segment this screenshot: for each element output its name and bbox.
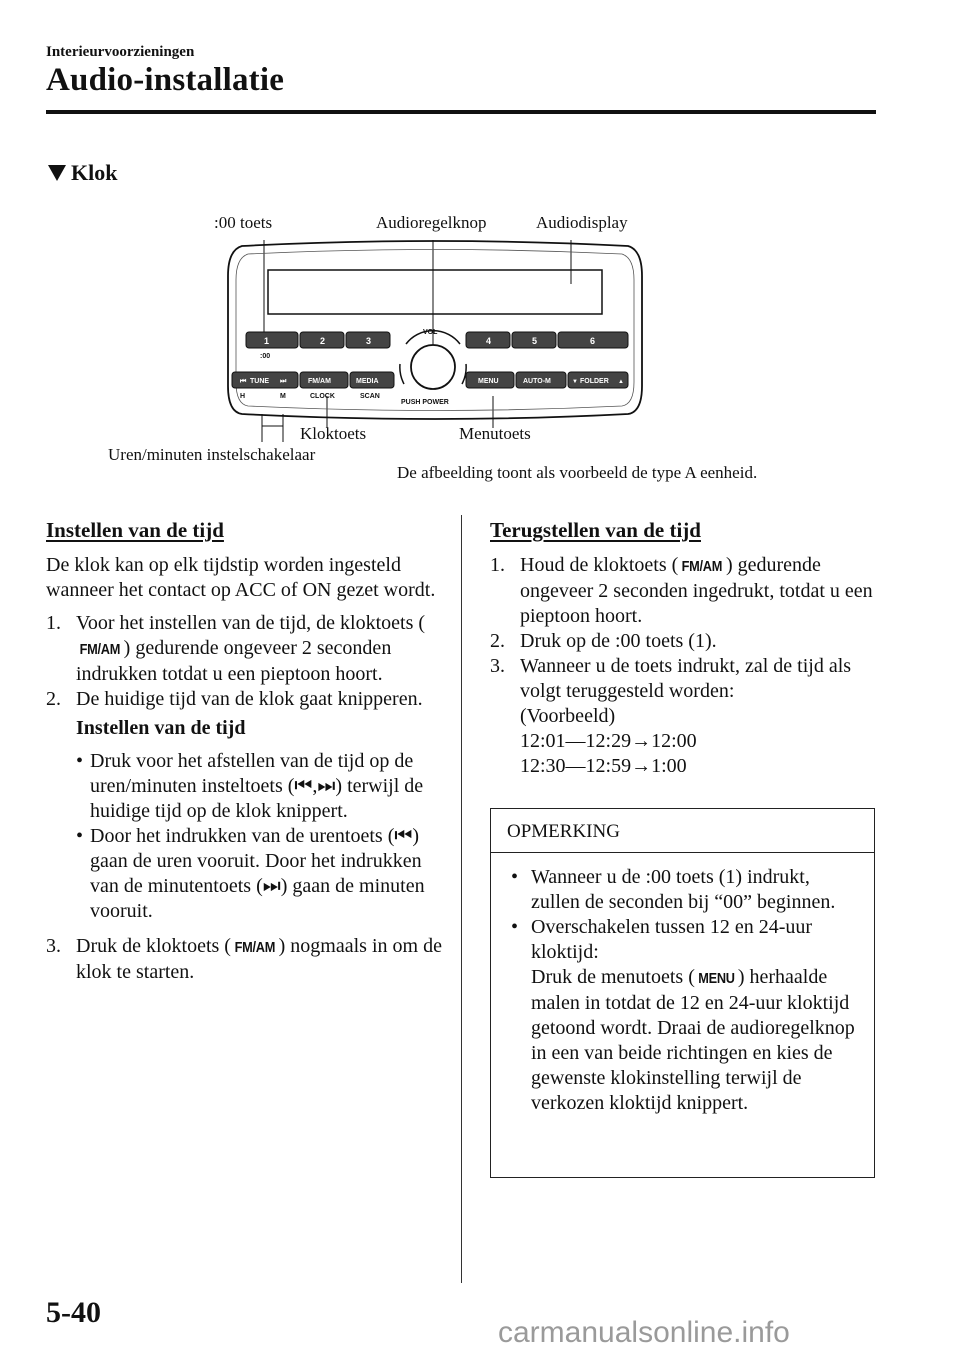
display-outline bbox=[268, 270, 602, 314]
preset-2-label: 2 bbox=[320, 336, 326, 346]
skip-forward-icon: ⏭ bbox=[317, 775, 336, 797]
note-heading: OPMERKING bbox=[491, 809, 874, 853]
chapter-label: Interieurvoorzieningen bbox=[46, 44, 195, 60]
skip-forward-icon: ⏭ bbox=[262, 875, 281, 897]
label-volume-knob: Audioregelknop bbox=[376, 213, 487, 232]
example-line-2: 12:30—12:59→1:00 bbox=[520, 755, 687, 777]
tune-label: TUNE bbox=[250, 378, 270, 385]
function-buttons-right bbox=[466, 372, 628, 388]
svg-text:⏮: ⏮ bbox=[240, 378, 247, 385]
media-label: MEDIA bbox=[356, 378, 379, 385]
right-step-3: 3. Wanneer u de toets indrukt, zal de tijd als volgt teruggesteld worden: bbox=[490, 655, 852, 702]
left-bullet-1: • Druk voor het afstellen van de tijd op de uren/minuten insteltoets (⏮,⏭) terwijl de huidige tijd op de klok knippert. bbox=[76, 750, 424, 822]
preset-sub-label: :00 bbox=[260, 353, 271, 360]
clock-label: CLOCK bbox=[310, 393, 335, 400]
function-buttons-left bbox=[232, 372, 394, 400]
right-step-1: 1. Houd de kloktoets ( FM/AM ) gedurende ongeveer 2 seconden ingedrukt, totdat u een pieptoon hoort. bbox=[490, 554, 873, 627]
audio-unit-illustration bbox=[210, 236, 660, 446]
example-label: (Voorbeeld) bbox=[520, 705, 616, 727]
fmam-label: FM/AM bbox=[308, 378, 331, 385]
fmam-key-icon: FM/AM bbox=[234, 939, 276, 956]
left-step-1: 1. Voor het instellen van de tijd, de kloktoets (FM/AM ) gedurende ongeveer 2 seconden indrukken totdat u een pieptoon hoort. bbox=[46, 612, 426, 685]
autom-label: AUTO-M bbox=[523, 378, 551, 385]
note-bullet-1: • Wanneer u de :00 toets (1) indrukt, zullen de seconden bij “00” beginnen. bbox=[511, 866, 836, 913]
figure-caption: De afbeelding toont als voorbeeld de type A eenheid. bbox=[397, 463, 758, 482]
column-divider bbox=[461, 515, 462, 1283]
preset-4-label: 4 bbox=[486, 336, 492, 346]
m-label: M bbox=[280, 393, 286, 400]
fmam-key-icon: FM/AM bbox=[79, 641, 121, 658]
preset-5-label: 5 bbox=[532, 336, 538, 346]
title-rule bbox=[46, 110, 876, 114]
folder-label: FOLDER bbox=[580, 378, 609, 385]
push-power-label: PUSH POWER bbox=[401, 399, 449, 406]
right-heading: Terugstellen van de tijd bbox=[490, 518, 701, 542]
preset-1-label: 1 bbox=[264, 336, 270, 346]
skip-back-icon: ⏮ bbox=[394, 825, 413, 847]
right-column bbox=[490, 518, 880, 779]
menu-label: MENU bbox=[478, 378, 499, 385]
note-bullet-2: • Overschakelen tussen 12 en 24-uur kloktijd: Druk de menutoets ( MENU ) herhaalde malen in totdat de 12 en 24-uur kloktijd getoond wordt. Draai de audioregelknop in een van beide richtingen en kies de gewenste klokinstelling terwijl de verkozen kloktijd knippert. bbox=[511, 916, 855, 1114]
left-column bbox=[46, 518, 446, 985]
left-step-2: 2. De huidige tijd van de klok gaat knipperen. bbox=[46, 688, 423, 710]
label-zero-button: :00 toets bbox=[214, 213, 273, 232]
left-bullet-2: • Door het indrukken van de urentoets (⏮) gaan de uren vooruit. Door het indrukken van de minutentoets (⏭) gaan de minuten vooruit. bbox=[76, 825, 425, 922]
menu-key-icon: MENU bbox=[698, 970, 735, 987]
skip-back-icon: ⏮ bbox=[294, 775, 313, 797]
note-box bbox=[490, 808, 875, 1178]
fmam-key-icon: FM/AM bbox=[681, 558, 723, 575]
left-step-3: 3. Druk de kloktoets ( FM/AM ) nogmaals in om de klok te starten. bbox=[46, 935, 442, 983]
left-sub-heading: Instellen van de tijd bbox=[76, 717, 246, 739]
svg-text:⏭: ⏭ bbox=[280, 378, 287, 385]
vol-label: VOL bbox=[423, 329, 438, 336]
label-menu-button: Menutoets bbox=[459, 424, 531, 443]
preset-3-label: 3 bbox=[366, 336, 372, 346]
triangle-down-icon bbox=[48, 165, 66, 181]
label-hour-minute-switch: Uren/minuten instelschakelaar bbox=[108, 445, 316, 464]
note-body bbox=[491, 853, 874, 1116]
page-title: Audio-installatie bbox=[46, 62, 285, 98]
right-step-2: 2. Druk op de :00 toets (1). bbox=[490, 630, 717, 652]
preset-buttons-right bbox=[466, 332, 628, 348]
preset-6-label: 6 bbox=[590, 336, 596, 346]
page-number: 5-40 bbox=[46, 1296, 101, 1329]
label-display: Audiodisplay bbox=[536, 213, 628, 232]
example-line-1: 12:01—12:29→12:00 bbox=[520, 730, 697, 752]
svg-text:▲: ▲ bbox=[618, 379, 624, 385]
preset-buttons-left bbox=[246, 332, 390, 360]
section-title-text: Klok bbox=[71, 160, 118, 185]
label-clock-button: Kloktoets bbox=[300, 424, 367, 443]
section-title bbox=[48, 160, 117, 186]
h-label: H bbox=[240, 393, 246, 400]
watermark: carmanualsonline.info bbox=[498, 1316, 790, 1349]
scan-label: SCAN bbox=[360, 393, 380, 400]
svg-text:▼: ▼ bbox=[572, 379, 578, 385]
left-heading: Instellen van de tijd bbox=[46, 518, 224, 542]
left-intro: De klok kan op elk tijdstip worden ingesteld wanneer het contact op ACC of ON gezet wordt. bbox=[46, 554, 436, 601]
